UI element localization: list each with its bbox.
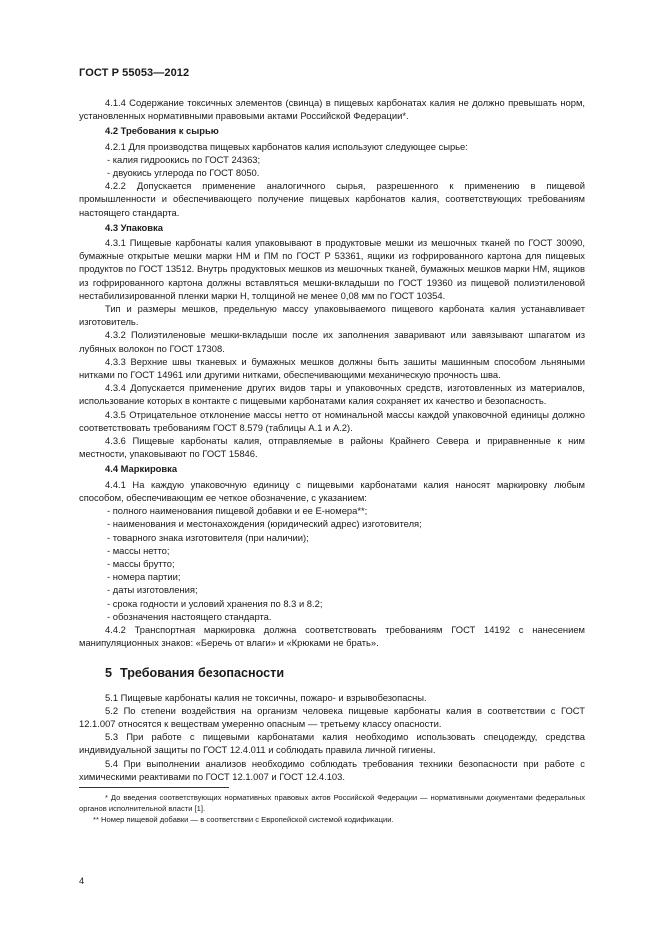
paragraph-5-4: 5.4 При выполнении анализов необходимо соблюдать требования техники безопасности при работе с химическими реактивами по ГОСТ 12.1.007 и ГОСТ 12.4.103. [79, 757, 585, 782]
paragraph-4-3-6: 4.3.6 Пищевые карбонаты калия, отправляемые в районы Крайнего Севера и приравненные к ним местности, упаковывают по ГОСТ 15846. [79, 435, 585, 460]
paragraph-4-4-2: 4.4.2 Транспортная маркировка должна соответствовать требованиям ГОСТ 14192 с нанесением манипуляционных знаков: «Беречь от влаги» и «Крюками не брать». [79, 623, 585, 649]
paragraph-4-3-4: 4.3.4 Допускается применение других видов тары и упаковочных средств, изготовленных из материалов, использование которых в контакте с пищевыми карбонатами калия сохраняет их качество и безопасность. [79, 382, 585, 407]
page-number: 4 [79, 875, 85, 886]
paragraph-4-2-2: 4.2.2 Допускается применение аналогичного сырья, разрешенного к применению в пищевой промышленности и обеспечивающего получение пищевых карбонатов калия, соответствующих требованиям настоящего стандарта. [79, 180, 585, 218]
section-5-heading [105, 667, 585, 680]
list-item: - массы брутто; [107, 557, 175, 569]
list-item: - двуокись углерода по ГОСТ 8050. [107, 167, 260, 179]
list-item: - калия гидроокись по ГОСТ 24363; [107, 153, 261, 165]
footnote-1: * До введения соответствующих нормативных правовых актов Российской Федерации — нормативными документами федеральных органов исполнительной власти [1]. [79, 792, 585, 813]
page-content [79, 96, 585, 825]
list-item: - массы нетто; [107, 544, 170, 556]
paragraph-5-3: 5.3 При работе с пищевыми карбонатами калия необходимо использовать спецодежду, средства индивидуальной защиты по ГОСТ 12.4.011 и соблюдать правила личной гигиены. [79, 731, 585, 756]
section-number: 5 [105, 666, 113, 681]
page-header: ГОСТ Р 55053—2012 [79, 67, 190, 79]
paragraph-4-2-1: 4.2.1 Для производства пищевых карбонатов калия используют следующее сырье: [105, 140, 468, 152]
heading-4-2: 4.2 Требования к сырью [105, 125, 219, 137]
list-item: - срока годности и условий хранения по 8.3 и 8.2; [107, 597, 323, 609]
heading-4-4: 4.4 Маркировка [105, 463, 178, 475]
paragraph-4-1-4: 4.1.4 Содержание токсичных элементов (свинца) в пищевых карбонатах калия не должно превышать норм, установленных нормативными правовыми актами Российской Федерации*. [79, 97, 585, 122]
list-item: - номера партии; [107, 571, 181, 583]
heading-4-3: 4.3 Упаковка [105, 221, 163, 233]
list-item: - обозначения настоящего стандарта. [107, 610, 272, 622]
paragraph-4-3-1: 4.3.1 Пищевые карбонаты калия упаковывают в продуктовые мешки из мешочных тканей по ГОСТ 30090, бумажные открытые мешки марки НМ и ПМ по ГОСТ Р 53361, ящики из гофрированного картона для пищевых продуктов по ГОСТ 13512. Внутрь продуктовых мешков из мешочных тканей, бумажных мешков марки НМ, ящиков из гофрированного картона должны вставляться мешки-вкладыши по ГОСТ 19360 из пищевой полиэтиленовой нестабилизированной пленки марки Н, толщиной не менее 0,08 мм по ГОСТ 10354. [79, 237, 585, 301]
paragraph-5-1: 5.1 Пищевые карбонаты калия не токсичны, пожаро- и взрывобезопасны. [105, 691, 427, 703]
paragraph-4-3-3: 4.3.3 Верхние швы тканевых и бумажных мешков должны быть зашиты машинным способом льняными нитками по ГОСТ 14961 или другими нитками, обеспечивающими механическую прочность шва. [79, 355, 585, 381]
section-title: Требования безопасности [120, 666, 285, 681]
footnote-2: ** Номер пищевой добавки — в соответствии с Европейской системой кодификации. [93, 814, 394, 824]
paragraph-5-2: 5.2 По степени воздействия на организм человека пищевые карбонаты калия в соответствии с ГОСТ 12.1.007 относятся к веществам умеренно опасным — третьему классу опасности. [79, 704, 585, 729]
paragraph-4-3-2: 4.3.2 Полиэтиленовые мешки-вкладыши после их заполнения заваривают или завязывают шпагатом из лубяных волокон по ГОСТ 17308. [79, 329, 585, 354]
list-item: - наименования и местонахождения (юридический адрес) изготовителя; [107, 518, 422, 530]
list-item: - полного наименования пищевой добавки и ее Е-номера**; [107, 505, 368, 517]
list-item: - даты изготовления; [107, 584, 198, 596]
list-item: - товарного знака изготовителя (при наличии); [107, 531, 309, 543]
paragraph-4-3-5: 4.3.5 Отрицательное отклонение массы нетто от номинальной массы каждой упаковочной единицы должно соответствовать требованиям ГОСТ 8.579 (таблицы А.1 и А.2). [79, 408, 585, 433]
footnote-divider [79, 787, 229, 788]
paragraph-4-4-1: 4.4.1 На каждую упаковочную единицу с пищевыми карбонатами калия наносят маркировку любым способом, обеспечивающим ее четкое обозначение, с указанием: [79, 478, 585, 503]
paragraph-4-3-1-b: Тип и размеры мешков, предельную массу упаковываемого пищевого карбоната калия устанавливает изготовитель. [79, 303, 585, 328]
